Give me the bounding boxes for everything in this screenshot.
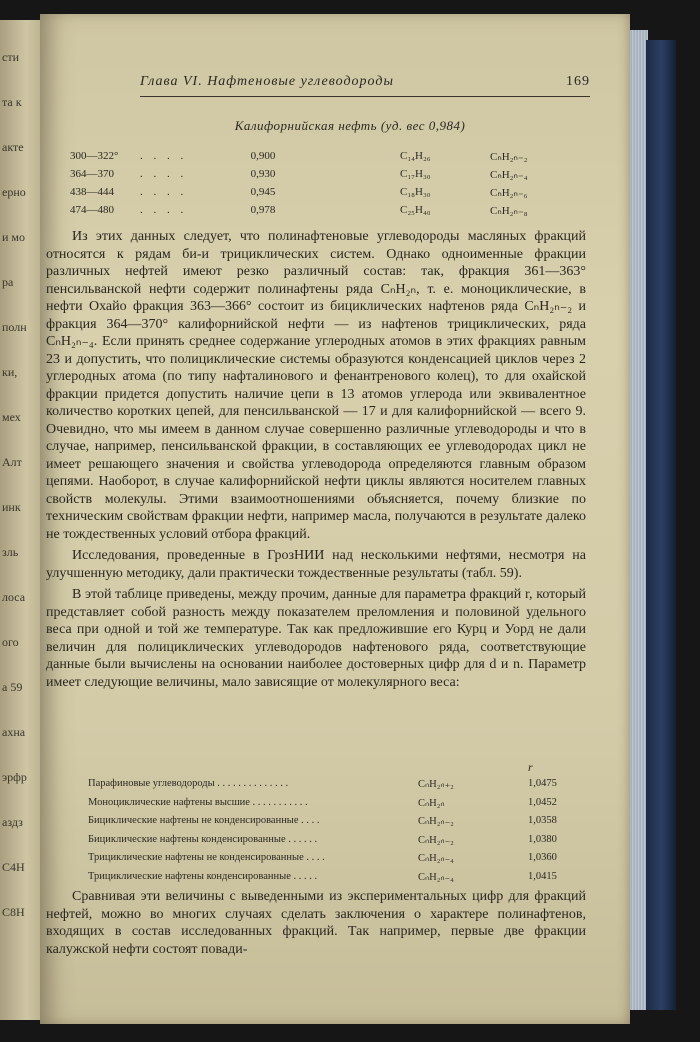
left-page-fragment: ого [2,635,19,649]
parameter-formula: CₙH₂ₙ₊₂ [418,779,454,790]
parameter-name: Трициклические нафтены конденсированные . . . . . [88,870,318,882]
parameter-column-header: r [528,760,533,774]
fraction-cell: 438—444 [70,186,114,198]
formula-found-cell: C₁₈H₃₀ [400,186,431,198]
left-page-fragment: ахна [2,725,26,739]
formula-type-cell: CₙH₂ₙ₋₂ [490,151,528,163]
parameter-formula: CₙH₂ₙ₋₂ [418,834,454,846]
parameter-row [88,850,578,869]
parameter-formula: CₙH₂ₙ [418,797,445,809]
book-cover [646,40,676,1010]
value-cell: 0,900 [250,150,276,162]
paragraph: Из этих данных следует, что полинафтеновые углеводороды масляных фракций относятся к рядам би-и трициклических систем. Однако одноименные фракции различных нефтей имеют резко различный состав: так, фракция 361—363° пенсильванской нефти содержит полинафтены ряда CₙH₂ₙ, т. е. моноциклические, в нефти Охайо фракция 363—366° состоит из бициклических нафтенов ряда CₙH₂ₙ₋₂ и фракция 364—370° калифорнийской нефти — из нафтенов трициклических, ряда CₙH₂ₙ₋₄. Если принять среднее содержание углеродных атомов в этих фракциях равным 23 и допустить, что полициклические системы образуются конденсацией циклов через 2 углеродных атома (по типу нафталинового и фенантренового колец), то для охайской фракции придется допустить наличие цепи в 13 атомов углерода или эквивалентное количество коротких цепей, для пенсильванской — 17 и для калифорнийской — всего 9. Очевидно, что мы имеем в данном случае совершенно различные углеводороды и что в случае, например, пенсильванской фракции, в составляющих ее углеводородах цикл не имеет решающего значения и свойства углеводорода определяются главным образом цепями. Наоборот, в случае калифорнийской нефти циклы являются носителем главных свойств молекулы. Этими взаимоотношениями объясняется, почему близкие по техническим свойствам фракции нефти, например масла, получаются в результате далеко не тождественных условий отбора фракций. [46,229,586,542]
left-page-fragment: ра [2,275,14,289]
left-page-fragment: мех [2,410,21,424]
paragraph: В этой таблице приведены, между прочим, данные для параметра фракций r, который представляет собой разность между показателем преломления и половиной удельного веса при одной и той же температуре. Так как предложившие его Курц и Уорд не дали величин для полициклических углеводородов нафтенового ряда, соответствующие данные были вычислены на основании наиболее достоверных цифр для d и n. Параметр имеет следующие величины, мало зависящие от молекулярного веса: [46,587,586,690]
page-number: 169 [566,74,590,89]
formula-found-cell: C₂₅H₄₀ [400,204,431,216]
dots-cell: . . . . [140,168,188,180]
formula-found-cell: C₁₄H₂₆ [400,150,431,162]
parameter-name: Парафиновые углеводороды . . . . . . . . . . . . . . [88,778,289,789]
fraction-cell: 474—480 [70,204,114,216]
parameter-row [88,813,578,832]
parameter-formula: CₙH₂ₙ₋₄ [418,853,454,864]
parameter-list [88,760,578,887]
formula-found-cell: C₁₇H₃₀ [400,168,431,180]
parameter-name: Трициклические нафтены не конденсированные . . . . [88,852,325,863]
parameter-value: 1,0415 [528,870,557,882]
parameter-name: Моноциклические нафтены высшие . . . . . . . . . . . [88,796,308,808]
parameter-value: 1,0358 [528,815,557,826]
left-page-fragment: инк [2,500,21,514]
left-page-fragment: С8Н [2,905,25,919]
book-page [40,14,630,1024]
table-title: Калифорнийская нефть (уд. вес 0,984) [234,118,466,133]
parameter-row [88,869,578,888]
left-page-fragment: эрфр [2,770,27,784]
paragraph: Исследования, проведенные в ГрозНИИ над несколькими нефтями, несмотря на улучшенную методику, дали практически тождественные результаты (табл. 59). [46,548,586,581]
formula-type-cell: CₙH₂ₙ₋₈ [490,205,528,217]
parameter-value: 1,0452 [528,796,557,808]
dots-cell: . . . . [140,150,188,162]
left-page-fragment: ерно [2,185,26,199]
fraction-cell: 364—370 [70,168,114,180]
parameter-formula: CₙH₂ₙ₋₄ [418,871,454,883]
table-row [70,148,590,166]
left-page-fragment: лоса [2,590,26,604]
table-row [70,202,590,220]
paragraph: Сравнивая эти величины с выведенными из экспериментальных цифр для фракций нефтей, можно во многих случаях сделать заключения о характере полинафтенов, входящих в состав исследованных фракций. Так например, первые две фракции калужской нефти состоят повади- [46,889,586,957]
formula-type-cell: CₙH₂ₙ₋₆ [490,187,528,199]
parameter-value: 1,0360 [528,852,557,863]
parameter-formula: CₙH₂ₙ₋₂ [418,816,454,827]
value-cell: 0,945 [250,186,276,198]
left-page-fragment: аздз [2,815,23,829]
left-page-fragment: зль [2,545,19,559]
left-page-fragment: сти [2,50,19,64]
parameter-name: Бициклические нафтены не конденсированные . . . . [88,815,320,826]
parameter-value: 1,0380 [528,833,557,845]
parameter-row [88,776,578,795]
left-page-fragment: и мо [2,230,26,244]
left-page-fragment: акте [2,140,24,154]
parameter-row [88,832,578,851]
left-page-fragment: а 59 [2,680,23,694]
table-row [70,166,590,184]
left-page-fragment: та к [2,95,22,109]
table-row [70,184,590,202]
fraction-cell: 300—322° [70,150,119,162]
dots-cell: . . . . [140,204,188,216]
running-title: Глава VI. Нафтеновые углеводороды [140,74,394,89]
closing-text [46,888,586,962]
parameter-value: 1,0475 [528,778,557,789]
left-page-fragment: полн [2,320,27,334]
left-page-fragment: Алт [2,455,22,469]
dots-cell: . . . . [140,186,188,198]
page-stack-edge [628,30,648,1010]
formula-type-cell: CₙH₂ₙ₋₄ [490,169,528,181]
left-page-fragment: С4Н [2,860,25,874]
fraction-table [70,148,590,220]
parameter-row [88,795,578,814]
value-cell: 0,978 [250,204,276,216]
value-cell: 0,930 [250,168,276,180]
adjacent-page-edge [0,20,44,1020]
left-page-fragment: ки, [2,365,18,379]
main-text [46,228,586,695]
running-header [140,74,590,97]
parameter-name: Бициклические нафтены конденсированные . . . . . . [88,833,318,845]
